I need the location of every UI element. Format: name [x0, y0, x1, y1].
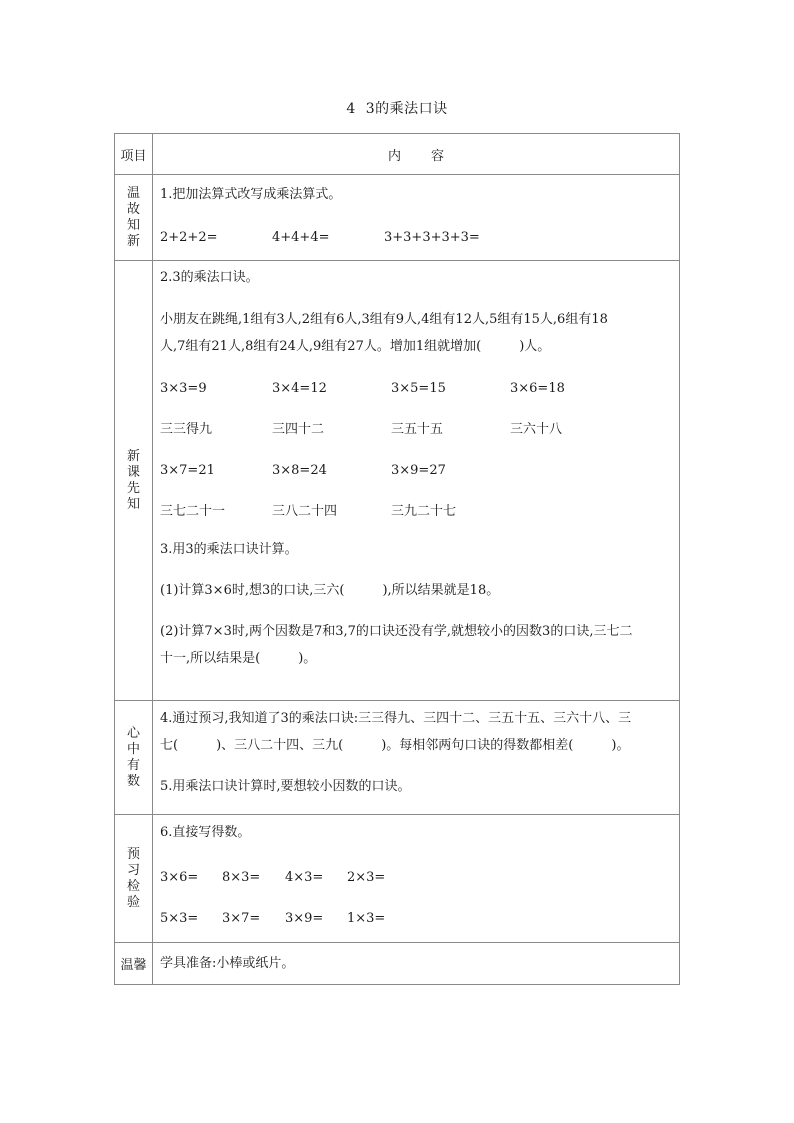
question-3-2-line-1: (2)计算7×3时,两个因数是7和3,7的口诀还没有学,就想较小的因数3的口诀,三七二 [160, 624, 633, 639]
summary-row [115, 701, 680, 815]
header-item-cell [115, 134, 153, 175]
header-content-label-b: 容 [431, 148, 445, 164]
lesson-number: 4 [346, 101, 356, 117]
lesson-title: 3的乘法口诀 [365, 101, 448, 117]
question-3-1 [160, 577, 672, 604]
tip-text: 学具准备:小棒或纸片。 [160, 956, 295, 971]
mental-math-item: 8×3= [222, 870, 261, 885]
equation: 3×3=9 [160, 381, 207, 396]
mental-math-item: 3×6= [160, 870, 199, 885]
story-line-2-end: )人。 [519, 339, 551, 354]
summary-content-cell [153, 701, 680, 815]
q4-text-a: 七( [160, 738, 179, 753]
header-content-cell [153, 134, 680, 175]
new-lesson-content-cell [153, 261, 680, 701]
rhyme: 三四十二 [272, 422, 325, 437]
review-label-cell [115, 175, 153, 261]
question-5: 5.用乘法口诀计算时,要想较小因数的口诀。 [160, 779, 411, 794]
story-line-1: 小朋友在跳绳,1组有3人,2组有6人,3组有9人,4组有12人,5组有15人,6组有18 [160, 312, 608, 327]
tip-row [115, 943, 680, 985]
question-3-2-end: )。 [298, 651, 317, 666]
question-3-2-text: 十一,所以结果是( [160, 651, 261, 666]
equation: 3×6=18 [510, 381, 565, 396]
question-6: 6.直接写得数。 [160, 825, 251, 840]
question-3-1-text: (1)计算3×6时,想3的口诀,三六( [160, 583, 345, 598]
tip-label-cell [115, 943, 153, 985]
rhyme: 三七二十一 [160, 504, 226, 519]
rhyme-row-1 [160, 409, 672, 450]
equation: 3×7=21 [160, 463, 215, 478]
question-4-line-2 [160, 732, 672, 759]
rhyme: 三六十八 [510, 422, 563, 437]
review-expressions [160, 224, 672, 251]
equation-row-2 [160, 450, 672, 491]
mental-math-item: 3×7= [222, 911, 261, 926]
addition-expr-1: 2+2+2= [160, 230, 218, 245]
header-item-label: 项目 [120, 148, 147, 164]
mental-math-item: 5×3= [160, 911, 199, 926]
lesson-table [114, 133, 680, 985]
review-label: 温故知新 [126, 185, 140, 249]
mental-math-item: 4×3= [285, 870, 324, 885]
q4-text-c: )。每相邻两句口诀的得数都相差( [381, 738, 574, 753]
story-line-2 [160, 333, 672, 360]
tip-content-cell [153, 943, 680, 985]
table-header-row [115, 134, 680, 175]
question-1: 1.把加法算式改写成乘法算式。 [160, 187, 342, 202]
new-lesson-label-cell [115, 261, 153, 701]
page-title [0, 98, 794, 118]
rhyme-row-2 [160, 491, 672, 532]
question-3: 3.用3的乘法口诀计算。 [160, 542, 298, 557]
new-lesson-row [115, 261, 680, 701]
mental-math-item: 2×3= [347, 870, 386, 885]
check-label: 预习检验 [126, 846, 140, 910]
addition-expr-3: 3+3+3+3+3= [384, 230, 480, 245]
rhyme: 三八二十四 [272, 504, 338, 519]
q4-text-d: )。 [611, 738, 630, 753]
equation: 3×9=27 [391, 463, 446, 478]
summary-label-cell [115, 701, 153, 815]
equation: 3×4=12 [272, 381, 327, 396]
story-line-2-text: 人,7组有21人,8组有24人,9组有27人。增加1组就增加( [160, 339, 482, 354]
mental-math-item: 1×3= [347, 911, 386, 926]
check-row-1 [160, 864, 672, 891]
question-4-line-1: 4.通过预习,我知道了3的乘法口诀:三三得九、三四十二、三五十五、三六十八、三 [160, 711, 632, 726]
rhyme: 三三得九 [160, 422, 213, 437]
summary-label: 心中有数 [126, 725, 140, 789]
check-row-2 [160, 905, 672, 932]
new-lesson-label: 新课先知 [126, 448, 140, 512]
check-row [115, 815, 680, 943]
equation: 3×5=15 [391, 381, 446, 396]
equation-row-1 [160, 368, 672, 409]
mental-math-item: 3×9= [285, 911, 324, 926]
question-3-2-line-2 [160, 645, 672, 672]
check-content-cell [153, 815, 680, 943]
equation: 3×8=24 [272, 463, 327, 478]
rhyme: 三五十五 [391, 422, 444, 437]
header-content-label-a: 内 [387, 148, 401, 164]
question-3-1-end: ),所以结果就是18。 [382, 583, 500, 598]
tip-label: 温馨 [120, 958, 147, 973]
check-label-cell [115, 815, 153, 943]
question-2: 2.3的乘法口诀。 [160, 270, 259, 285]
rhyme: 三九二十七 [391, 504, 457, 519]
addition-expr-2: 4+4+4= [272, 230, 330, 245]
q4-text-b: )、三八二十四、三九( [216, 738, 344, 753]
review-content-cell [153, 175, 680, 261]
review-row [115, 175, 680, 261]
